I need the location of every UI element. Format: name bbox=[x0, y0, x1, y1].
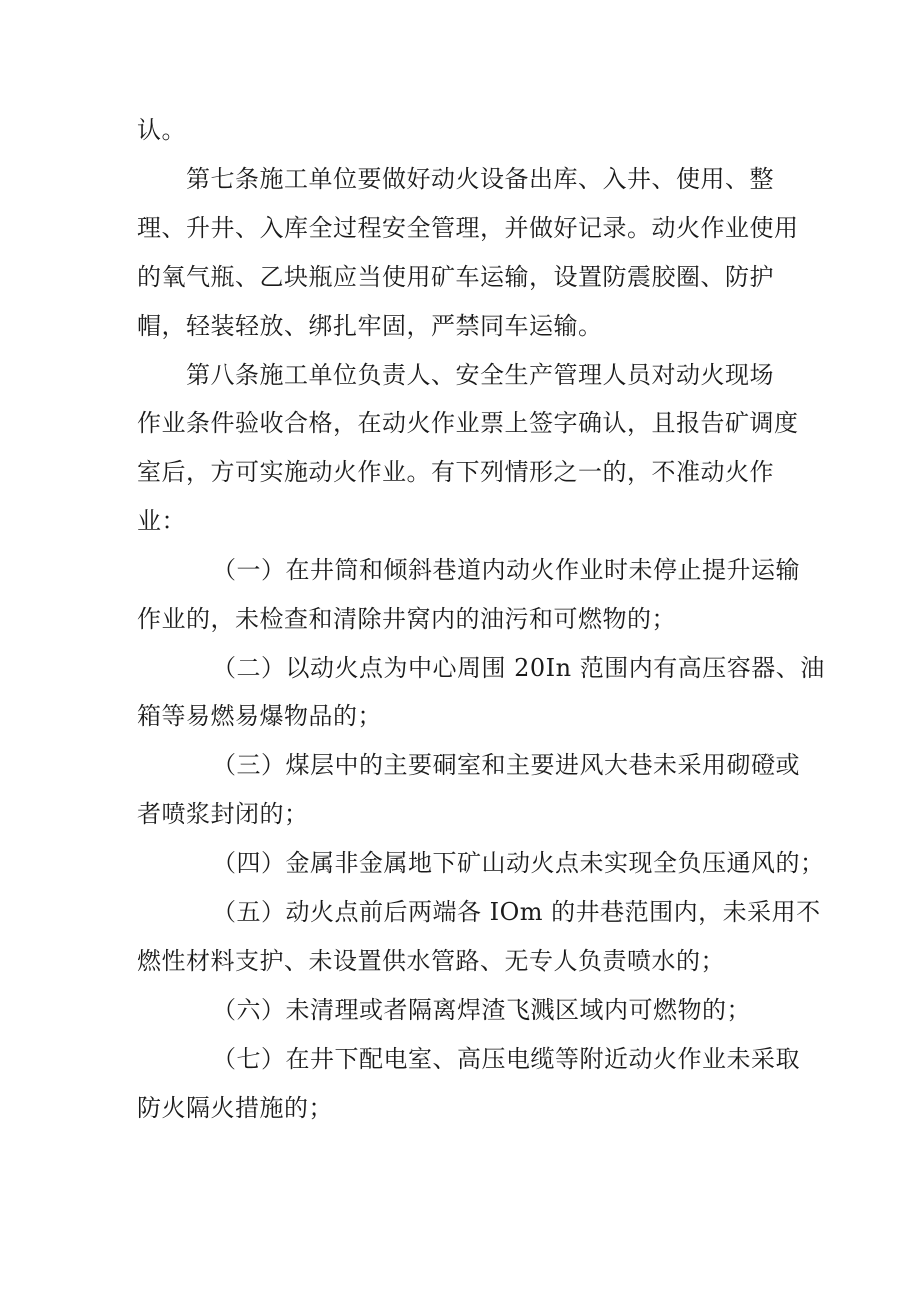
text-line: 理、升井、入库全过程安全管理，并做好记录。动火作业使用 bbox=[137, 214, 799, 242]
text-line: 箱等易燃易爆物品的； bbox=[137, 702, 382, 730]
text-line: 认。 bbox=[137, 116, 186, 144]
text-line: 防火隔火措施的； bbox=[137, 1094, 333, 1122]
text-line: 燃性材料支护、未设置供水管路、无专人负责喷水的； bbox=[137, 947, 725, 975]
text-line: 作业的，未检查和清除井窝内的油污和可燃物的； bbox=[137, 605, 676, 633]
list-item-2-line: （二）以动火点为中心周围 20In 范围内有高压容器、油 bbox=[212, 654, 825, 682]
article-8-heading-line: 第八条施工单位负责人、安全生产管理人员对动火现场 bbox=[186, 361, 774, 389]
text-line: 业： bbox=[137, 507, 186, 535]
list-item-1-line: （一）在井筒和倾斜巷道内动火作业时未停止提升运输 bbox=[212, 556, 800, 584]
text-line: 帽，轻装轻放、绑扎牢固，严禁同车运输。 bbox=[137, 312, 603, 340]
text-line: 作业条件验收合格，在动火作业票上签字确认，且报告矿调度 bbox=[137, 409, 799, 437]
article-7-heading-line: 第七条施工单位要做好动火设备出库、入井、使用、整 bbox=[186, 165, 774, 193]
list-item-6-line: （六）未清理或者隔离焊渣飞溅区域内可燃物的； bbox=[212, 996, 751, 1024]
list-item-3-line: （三）煤层中的主要硐室和主要进风大巷未采用砌磴或 bbox=[212, 751, 800, 779]
text-line: 者喷浆封闭的； bbox=[137, 800, 309, 828]
list-item-4-line: （四）金属非金属地下矿山动火点未实现全负压通风的； bbox=[212, 849, 825, 877]
list-item-5-line: （五）动火点前后两端各 IOm 的井巷范围内，未采用不 bbox=[212, 898, 821, 926]
list-item-7-line: （七）在井下配电室、高压电缆等附近动火作业未采取 bbox=[212, 1045, 800, 1073]
text-line: 室后，方可实施动火作业。有下列情形之一的，不准动火作 bbox=[137, 458, 774, 486]
text-line: 的氧气瓶、乙块瓶应当使用矿车运输，设置防震胶圈、防护 bbox=[137, 263, 774, 291]
